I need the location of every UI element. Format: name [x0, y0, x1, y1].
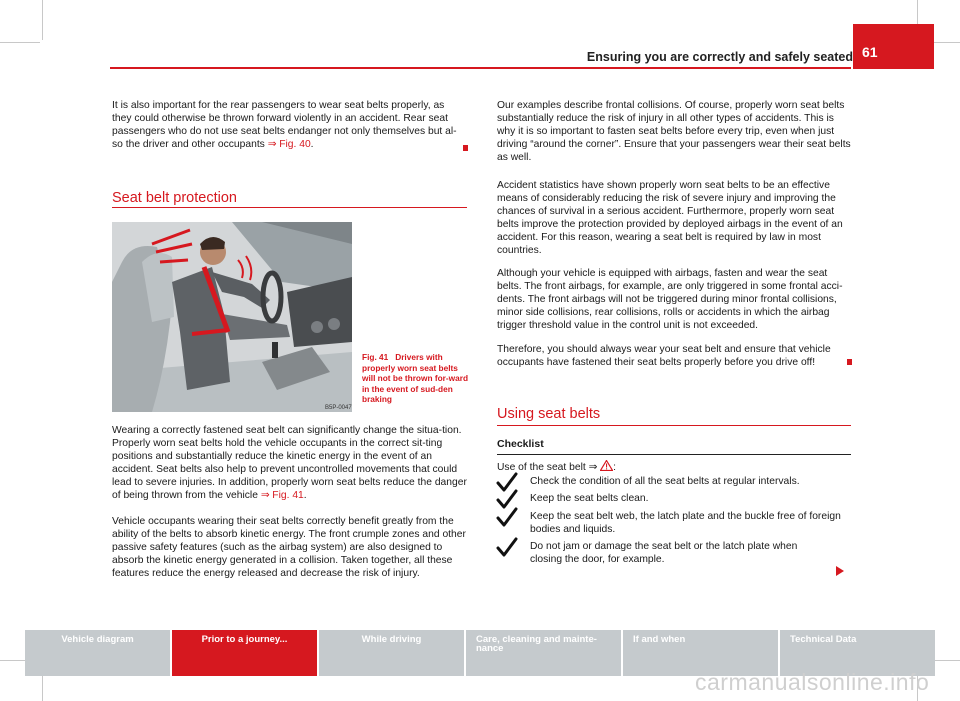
- figure-driver-seat-belt: [112, 222, 352, 412]
- tab-prior-to-journey[interactable]: Prior to a journey...: [172, 630, 317, 676]
- paragraph-airbags: Although your vehicle is equipped with airbags, fasten and wear the seat belts. The front airbags, for example, are only triggered in some frontal acci-dents. The front airbags will not be triggered during minor frontal collisions, minor side collisions, rear collisions, rolls or accidents in which the airbag trigger threshold value in the control unit is not exceeded.: [497, 268, 843, 332]
- section-end-mark: [463, 145, 468, 151]
- section-title-using-seat-belts: Using seat belts: [497, 406, 601, 422]
- tab-if-and-when[interactable]: If and when: [623, 630, 778, 676]
- figure-reference-link[interactable]: ⇒ Fig. 40: [267, 139, 311, 151]
- checklist-item: Do not jam or damage the seat belt or the latch plate when closing the door, for example.: [530, 541, 798, 566]
- section-rule: [497, 425, 851, 426]
- paragraph-frontal-collisions: Our examples describe frontal collisions. Of course, properly worn seat belts substantially reduce the risk of injury in all other types of accidents. This is why it is so important to fasten seat belts before every trip, even when just driving “around the corner”. Ensure that your passengers wear their seat belts as well.: [497, 100, 851, 164]
- checkmark-icon: [496, 507, 518, 527]
- tab-care-cleaning[interactable]: Care, cleaning and mainte-nance: [466, 630, 621, 676]
- section-end-mark: [847, 359, 852, 365]
- checkmark-icon: [496, 489, 518, 509]
- intro-paragraph: It is also important for the rear passengers to wear seat belts properly, as they could otherwise be thrown forward violently in an accident. Rear seat passengers who do not use seat belts endanger not only themselves but al-so the driver and other occupants ⇒ Fig. 40.: [112, 100, 457, 151]
- watermark: carmanualsonline.info: [695, 669, 930, 695]
- figure-caption: Fig. 41 Drivers with properly worn seat belts will not be thrown for-ward in the event of sud-den braking: [362, 352, 469, 405]
- figure-reference-link[interactable]: ⇒ Fig. 41: [260, 490, 304, 502]
- section-rule: [112, 207, 467, 208]
- section-title-seat-belt-protection: Seat belt protection: [112, 190, 237, 206]
- crop-mark: [42, 0, 43, 40]
- checkmark-icon: [496, 537, 518, 557]
- tab-technical-data[interactable]: Technical Data: [780, 630, 935, 676]
- driver-illustration: [112, 222, 352, 412]
- page-number: 61: [853, 24, 934, 69]
- tab-while-driving[interactable]: While driving: [319, 630, 464, 676]
- chapter-title: Ensuring you are correctly and safely seated: [586, 50, 853, 64]
- checklist-intro: Use of the seat belt ⇒ :: [497, 462, 616, 473]
- checklist-item: Check the condition of all the seat belts at regular intervals.: [530, 476, 800, 487]
- paragraph-kinetic-energy: Vehicle occupants wearing their seat belts correctly benefit greatly from the ability of the belts to absorb kinetic energy. The front crumple zones and other passive safety features (such as the airbag system) are also designed to absorb the kinetic energy generated in a collision. Taken together, all these features reduce the energy released and decrease the risk of injury.: [112, 516, 466, 580]
- crop-mark: [0, 42, 40, 43]
- checklist-item: Keep the seat belts clean.: [530, 493, 649, 504]
- continue-arrow-icon: [836, 566, 844, 576]
- paragraph-seat-belt-effect: Wearing a correctly fastened seat belt can significantly change the situa-tion. Properly worn seat belts hold the vehicle occupants in the correct sit-ting positions and substantially reduce the kinetic energy in the event of an accident. Seat belts also help to prevent uncontrolled movements that could lead to severe injuries. In addition, properly worn seat belts reduce the danger of being thrown from the vehicle ⇒ Fig. 41.: [112, 425, 467, 502]
- checklist-item: Keep the seat belt web, the latch plate and the buckle free of foreign bodies and liquids.: [530, 511, 841, 536]
- figure-code: B5P-0047: [325, 405, 352, 411]
- tab-vehicle-diagram[interactable]: Vehicle diagram: [25, 630, 170, 676]
- paragraph-accident-statistics: Accident statistics have shown properly worn seat belts to be an effective means of considerably reducing the risk of severe injury and improving the chances of survival in a serious accident. Furthermore, properly worn seat belts improve the protection provided by deployed airbags in the event of an accident. For this reason, wearing a seat belt is required by law in most countries.: [497, 180, 843, 257]
- checklist-title: Checklist: [497, 438, 544, 450]
- checklist-rule: [497, 454, 851, 455]
- paragraph-always-wear: Therefore, you should always wear your seat belt and ensure that vehicle occupants have fastened their seat belts properly before you drive off!: [497, 344, 831, 369]
- warning-triangle-icon: [600, 460, 613, 471]
- header-rule: [110, 67, 851, 69]
